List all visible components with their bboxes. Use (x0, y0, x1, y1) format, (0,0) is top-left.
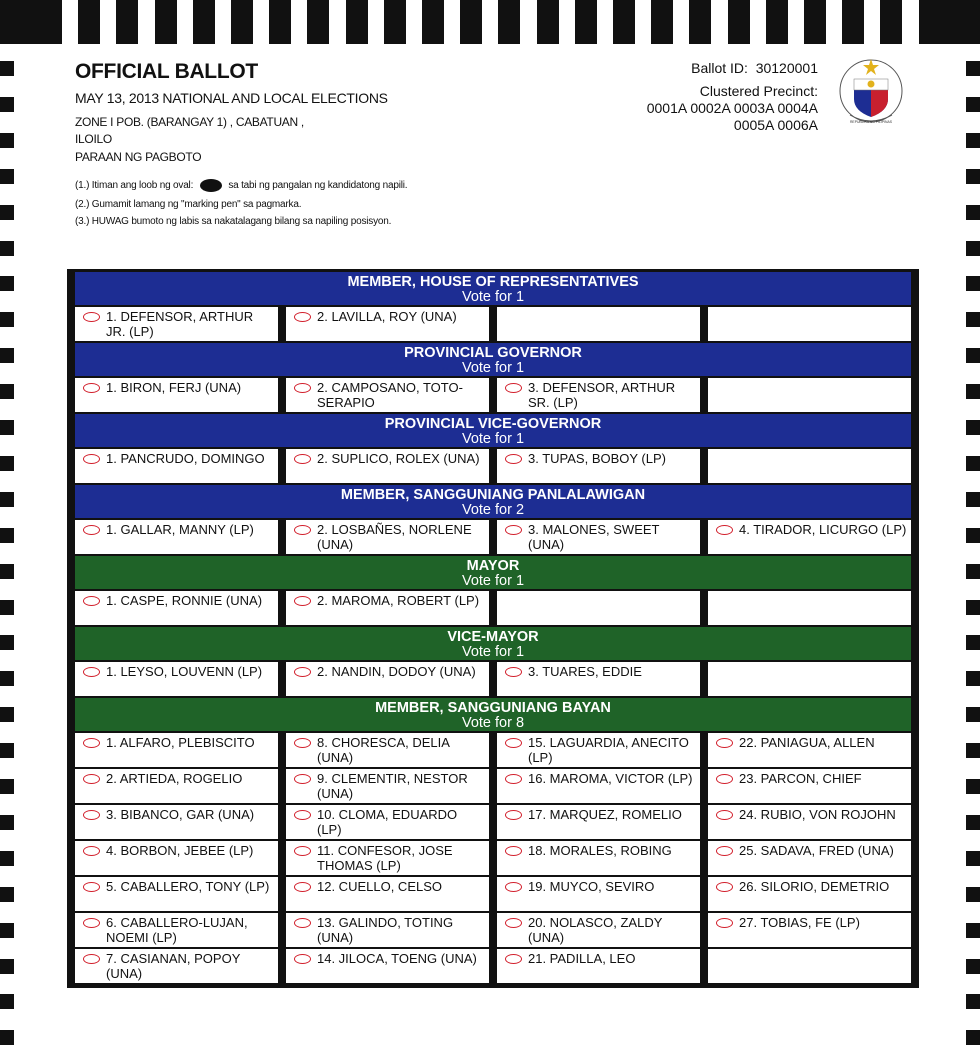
vote-oval[interactable] (505, 738, 522, 748)
timing-marks-top (0, 0, 980, 44)
vote-oval[interactable] (505, 525, 522, 535)
timing-mark (0, 384, 14, 399)
filled-oval-icon (200, 179, 222, 192)
vote-oval[interactable] (83, 918, 100, 928)
vote-oval[interactable] (716, 846, 733, 856)
timing-mark (966, 61, 980, 76)
candidate-name: 14. JILOCA, TOENG (UNA) (317, 951, 477, 966)
timing-mark (966, 635, 980, 650)
timing-mark (651, 0, 673, 44)
timing-mark (966, 923, 980, 938)
instruction-3: (3.) HUWAG bumoto ng labis sa nakatalagang bilang sa napiling posisyon. (75, 216, 392, 227)
candidate-cell[interactable] (286, 949, 489, 983)
ballot-id-value: 30120001 (755, 60, 818, 76)
candidate-name: 3. DEFENSOR, ARTHUR SR. (LP) (528, 380, 676, 410)
candidate-cell[interactable] (497, 769, 700, 803)
vote-oval[interactable] (505, 882, 522, 892)
vote-oval[interactable] (716, 738, 733, 748)
timing-mark (0, 61, 14, 76)
timing-mark (575, 0, 597, 44)
location-line1: ZONE I POB. (BARANGAY 1) , CABATUAN , (75, 115, 304, 129)
candidate-name: 13. GALINDO, TOTING (UNA) (317, 915, 454, 945)
candidate-name: 2. NANDIN, DODOY (UNA) (317, 664, 476, 679)
candidate-cell[interactable] (708, 769, 911, 803)
vote-oval[interactable] (294, 454, 311, 464)
candidate-name: 20. NOLASCO, ZALDY (UNA) (528, 915, 663, 945)
candidate-cell[interactable] (497, 662, 700, 696)
vote-oval[interactable] (716, 882, 733, 892)
timing-mark (966, 815, 980, 830)
vote-oval[interactable] (83, 954, 100, 964)
candidate-cell[interactable] (286, 913, 489, 947)
timing-mark (966, 1030, 980, 1045)
candidate-cell[interactable] (75, 949, 278, 983)
timing-mark (966, 205, 980, 220)
timing-mark (0, 241, 14, 256)
position-title: MEMBER, HOUSE OF REPRESENTATIVES (347, 274, 639, 290)
timing-mark (689, 0, 711, 44)
instruction-1-text: (1.) Itiman ang loob ng oval: (75, 180, 194, 192)
seal-text: REPUBLIKA NG PILIPINAS (849, 120, 893, 124)
candidate-name: 5. CABALLERO, TONY (LP) (106, 879, 270, 894)
candidate-name: 1. ALFARO, PLEBISCITO (106, 735, 255, 750)
candidate-name: 1. PANCRUDO, DOMINGO (106, 451, 265, 466)
timing-mark (966, 959, 980, 974)
candidate-name: 10. CLOMA, EDUARDO (LP) (317, 807, 458, 837)
timing-mark (966, 276, 980, 291)
timing-mark (346, 0, 368, 44)
vote-oval[interactable] (505, 846, 522, 856)
timing-mark (728, 0, 750, 44)
timing-mark (0, 635, 14, 650)
candidate-name: 18. MORALES, ROBING (528, 843, 672, 858)
candidate-name: 2. CAMPOSANO, TOTO-SERAPIO (317, 380, 463, 410)
vote-oval[interactable] (505, 918, 522, 928)
empty-cell (708, 662, 911, 696)
candidate-cell[interactable] (75, 591, 278, 625)
candidate-cell[interactable] (497, 378, 700, 412)
section-header (75, 414, 911, 447)
candidate-cell[interactable] (708, 841, 911, 875)
vote-oval[interactable] (83, 882, 100, 892)
candidate-name: 17. MARQUEZ, ROMELIO (528, 807, 682, 822)
candidate-name: 4. TIRADOR, LICURGO (LP) (739, 522, 907, 537)
candidate-name: 1. BIRON, FERJ (UNA) (106, 380, 242, 395)
timing-mark (880, 0, 902, 44)
candidate-name: 2. ARTIEDA, ROGELIO (106, 771, 243, 786)
empty-cell (708, 591, 911, 625)
vote-oval[interactable] (294, 846, 311, 856)
section-header (75, 485, 911, 518)
vote-for-label: Vote for 1 (461, 644, 525, 660)
timing-mark (966, 528, 980, 543)
ballot-id (691, 60, 818, 76)
timing-mark (0, 743, 14, 758)
candidate-cell[interactable] (286, 520, 489, 554)
vote-oval[interactable] (505, 810, 522, 820)
candidate-name: 11. CONFESOR, JOSE THOMAS (LP) (317, 843, 453, 873)
section-header (75, 343, 911, 376)
precinct-line1: 0001A 0002A 0003A 0004A (646, 100, 818, 116)
location-line2: ILOILO (75, 132, 112, 146)
candidate-name: 1. LEYSO, LOUVENN (LP) (106, 664, 263, 679)
candidate-cell[interactable] (708, 913, 911, 947)
timing-mark (0, 1030, 14, 1045)
timing-mark (842, 0, 864, 44)
timing-mark (0, 348, 14, 363)
vote-oval[interactable] (505, 383, 522, 393)
precinct-line2: 0005A 0006A (733, 117, 818, 133)
candidate-name: 19. MUYCO, SEVIRO (528, 879, 655, 894)
candidate-cell[interactable] (497, 913, 700, 947)
vote-oval[interactable] (83, 525, 100, 535)
candidate-name: 3. BIBANCO, GAR (UNA) (106, 807, 255, 822)
timing-mark (0, 133, 14, 148)
timing-mark (0, 671, 14, 686)
candidate-cell[interactable] (75, 841, 278, 875)
candidate-cell[interactable] (286, 769, 489, 803)
candidate-name: 1. GALLAR, MANNY (LP) (106, 522, 254, 537)
timing-mark (966, 671, 980, 686)
candidate-cell[interactable] (497, 520, 700, 554)
candidate-cell[interactable] (75, 733, 278, 767)
position-title: MEMBER, SANGGUNIANG BAYAN (375, 700, 611, 716)
candidate-cell[interactable] (286, 307, 489, 341)
position-title: PROVINCIAL GOVERNOR (404, 345, 582, 361)
timing-mark (966, 564, 980, 579)
timing-mark (966, 133, 980, 148)
candidate-name: 12. CUELLO, CELSO (317, 879, 442, 894)
timing-mark (193, 0, 215, 44)
candidate-cell[interactable] (708, 733, 911, 767)
timing-mark (966, 456, 980, 471)
timing-mark (766, 0, 788, 44)
candidate-cell[interactable] (497, 805, 700, 839)
vote-oval[interactable] (294, 810, 311, 820)
timing-mark (116, 0, 138, 44)
empty-cell (708, 449, 911, 483)
timing-mark (384, 0, 406, 44)
timing-mark (919, 0, 980, 44)
vote-oval[interactable] (716, 918, 733, 928)
candidate-cell[interactable] (286, 662, 489, 696)
section-header (75, 272, 911, 305)
timing-mark (40, 0, 62, 44)
candidate-name: 7. CASIANAN, POPOY (UNA) (106, 951, 241, 981)
position-title: MEMBER, SANGGUNIANG PANLALAWIGAN (340, 487, 646, 503)
vote-oval[interactable] (83, 454, 100, 464)
candidate-cell[interactable] (708, 805, 911, 839)
vote-oval[interactable] (83, 810, 100, 820)
candidate-cell[interactable] (75, 805, 278, 839)
section-header (75, 698, 911, 731)
candidate-name: 9. CLEMENTIR, NESTOR (UNA) (317, 771, 468, 801)
vote-oval[interactable] (83, 312, 100, 322)
timing-mark (0, 959, 14, 974)
candidate-cell[interactable] (75, 378, 278, 412)
candidate-name: 27. TOBIAS, FE (LP) (739, 915, 860, 930)
candidate-cell[interactable] (75, 913, 278, 947)
candidate-name: 26. SILORIO, DEMETRIO (739, 879, 890, 894)
precinct-label: Clustered Precinct: (699, 83, 818, 99)
candidate-name: 4. BORBON, JEBEE (LP) (106, 843, 254, 858)
candidate-cell[interactable] (497, 733, 700, 767)
candidate-cell[interactable] (75, 449, 278, 483)
candidate-name: 23. PARCON, CHIEF (739, 771, 862, 786)
timing-mark (307, 0, 329, 44)
position-title: PROVINCIAL VICE-GOVERNOR (384, 416, 602, 432)
candidate-cell[interactable] (75, 769, 278, 803)
timing-mark (0, 994, 14, 1009)
timing-mark (0, 887, 14, 902)
philippine-seal-icon (838, 55, 904, 127)
section-header (75, 556, 911, 589)
candidate-name: 1. CASPE, RONNIE (UNA) (106, 593, 263, 608)
timing-mark (966, 97, 980, 112)
timing-mark (0, 312, 14, 327)
timing-mark (0, 276, 14, 291)
empty-cell (708, 307, 911, 341)
timing-mark (0, 528, 14, 543)
vote-oval[interactable] (83, 596, 100, 606)
timing-mark (0, 779, 14, 794)
vote-oval[interactable] (83, 383, 100, 393)
candidate-cell[interactable] (708, 877, 911, 911)
vote-oval[interactable] (505, 667, 522, 677)
section-header (75, 627, 911, 660)
timing-mark (460, 0, 482, 44)
timing-mark (966, 384, 980, 399)
timing-mark (0, 492, 14, 507)
vote-oval[interactable] (294, 882, 311, 892)
timing-mark (0, 420, 14, 435)
candidate-cell[interactable] (75, 877, 278, 911)
timing-mark (966, 779, 980, 794)
vote-oval[interactable] (294, 667, 311, 677)
timing-mark (966, 492, 980, 507)
timing-mark (0, 564, 14, 579)
timing-mark (966, 851, 980, 866)
timing-mark (231, 0, 253, 44)
empty-cell (497, 307, 700, 341)
candidate-name: 2. LOSBAÑES, NORLENE (UNA) (317, 522, 472, 552)
timing-mark (966, 743, 980, 758)
election-subtitle: MAY 13, 2013 NATIONAL AND LOCAL ELECTIONS (75, 90, 388, 106)
timing-mark (966, 887, 980, 902)
vote-oval[interactable] (83, 667, 100, 677)
vote-for-label: Vote for 1 (461, 360, 525, 376)
candidate-name: 22. PANIAGUA, ALLEN (739, 735, 875, 750)
candidate-name: 1. DEFENSOR, ARTHUR JR. (LP) (106, 309, 254, 339)
timing-mark (155, 0, 177, 44)
candidate-name: 8. CHORESCA, DELIA (UNA) (317, 735, 450, 765)
candidate-cell[interactable] (286, 805, 489, 839)
candidate-cell[interactable] (497, 949, 700, 983)
vote-for-label: Vote for 8 (461, 715, 525, 731)
timing-mark (966, 241, 980, 256)
timing-mark (966, 169, 980, 184)
vote-oval[interactable] (83, 738, 100, 748)
candidate-cell[interactable] (286, 733, 489, 767)
vote-oval[interactable] (294, 383, 311, 393)
timing-mark (0, 851, 14, 866)
empty-cell (708, 378, 911, 412)
candidate-cell[interactable] (75, 307, 278, 341)
timing-mark (498, 0, 520, 44)
candidate-name: 2. SUPLICO, ROLEX (UNA) (317, 451, 480, 466)
vote-oval[interactable] (294, 525, 311, 535)
timing-mark (966, 600, 980, 615)
vote-oval[interactable] (505, 774, 522, 784)
vote-for-label: Vote for 1 (461, 289, 525, 305)
timing-mark (613, 0, 635, 44)
candidate-name: 24. RUBIO, VON ROJOHN (739, 807, 896, 822)
timing-mark (537, 0, 559, 44)
candidate-cell[interactable] (286, 378, 489, 412)
vote-oval[interactable] (83, 774, 100, 784)
vote-oval[interactable] (294, 738, 311, 748)
candidate-cell[interactable] (497, 877, 700, 911)
voting-method: PARAAN NG PAGBOTO (75, 150, 202, 164)
vote-oval[interactable] (294, 954, 311, 964)
vote-oval[interactable] (83, 846, 100, 856)
candidate-name: 6. CABALLERO-LUJAN, NOEMI (LP) (106, 915, 248, 945)
timing-mark (966, 312, 980, 327)
ballot-title: OFFICIAL BALLOT (75, 60, 258, 83)
instruction-1 (75, 179, 407, 192)
candidate-cell[interactable] (286, 449, 489, 483)
timing-mark (0, 205, 14, 220)
timing-mark (0, 707, 14, 722)
candidate-name: 2. LAVILLA, ROY (UNA) (317, 309, 457, 324)
instruction-1-tail: sa tabi ng pangalan ng kandidatong napili. (228, 180, 408, 192)
timing-mark (269, 0, 291, 44)
vote-oval[interactable] (294, 596, 311, 606)
candidate-name: 25. SADAVA, FRED (UNA) (739, 843, 894, 858)
vote-oval[interactable] (294, 918, 311, 928)
candidate-cell[interactable] (75, 520, 278, 554)
candidate-cell[interactable] (497, 449, 700, 483)
timing-mark (804, 0, 826, 44)
candidate-name: 16. MAROMA, VICTOR (LP) (528, 771, 693, 786)
empty-cell (708, 949, 911, 983)
position-title: MAYOR (466, 558, 520, 574)
vote-for-label: Vote for 1 (461, 431, 525, 447)
timing-mark (0, 600, 14, 615)
candidate-cell[interactable] (75, 662, 278, 696)
vote-for-label: Vote for 1 (461, 573, 525, 589)
vote-oval[interactable] (716, 810, 733, 820)
empty-cell (497, 591, 700, 625)
timing-mark (966, 348, 980, 363)
vote-oval[interactable] (294, 774, 311, 784)
ballot-id-label: Ballot ID: (691, 60, 748, 76)
position-title: VICE-MAYOR (447, 629, 539, 645)
vote-oval[interactable] (716, 525, 733, 535)
vote-oval[interactable] (294, 312, 311, 322)
timing-mark (0, 169, 14, 184)
timing-mark (966, 420, 980, 435)
vote-for-label: Vote for 2 (461, 502, 525, 518)
candidate-name: 3. TUPAS, BOBOY (LP) (528, 451, 666, 466)
vote-oval[interactable] (716, 774, 733, 784)
timing-mark (966, 707, 980, 722)
timing-mark (0, 0, 40, 44)
timing-mark (0, 923, 14, 938)
vote-oval[interactable] (505, 454, 522, 464)
timing-mark (78, 0, 100, 44)
timing-mark (0, 815, 14, 830)
candidate-cell[interactable] (286, 841, 489, 875)
timing-mark (0, 456, 14, 471)
timing-mark (966, 994, 980, 1009)
candidate-cell[interactable] (497, 841, 700, 875)
timing-mark (0, 97, 14, 112)
candidate-name: 3. TUARES, EDDIE (528, 664, 642, 679)
vote-oval[interactable] (505, 954, 522, 964)
candidate-name: 2. MAROMA, ROBERT (LP) (317, 593, 480, 608)
candidate-cell[interactable] (286, 877, 489, 911)
candidate-cell[interactable] (708, 520, 911, 554)
candidate-cell[interactable] (286, 591, 489, 625)
candidate-name: 3. MALONES, SWEET (UNA) (528, 522, 660, 552)
candidate-name: 15. LAGUARDIA, ANECITO (LP) (528, 735, 689, 765)
instruction-2: (2.) Gumamit lamang ng "marking pen" sa pagmarka. (75, 199, 302, 210)
timing-mark (422, 0, 444, 44)
candidate-name: 21. PADILLA, LEO (528, 951, 636, 966)
